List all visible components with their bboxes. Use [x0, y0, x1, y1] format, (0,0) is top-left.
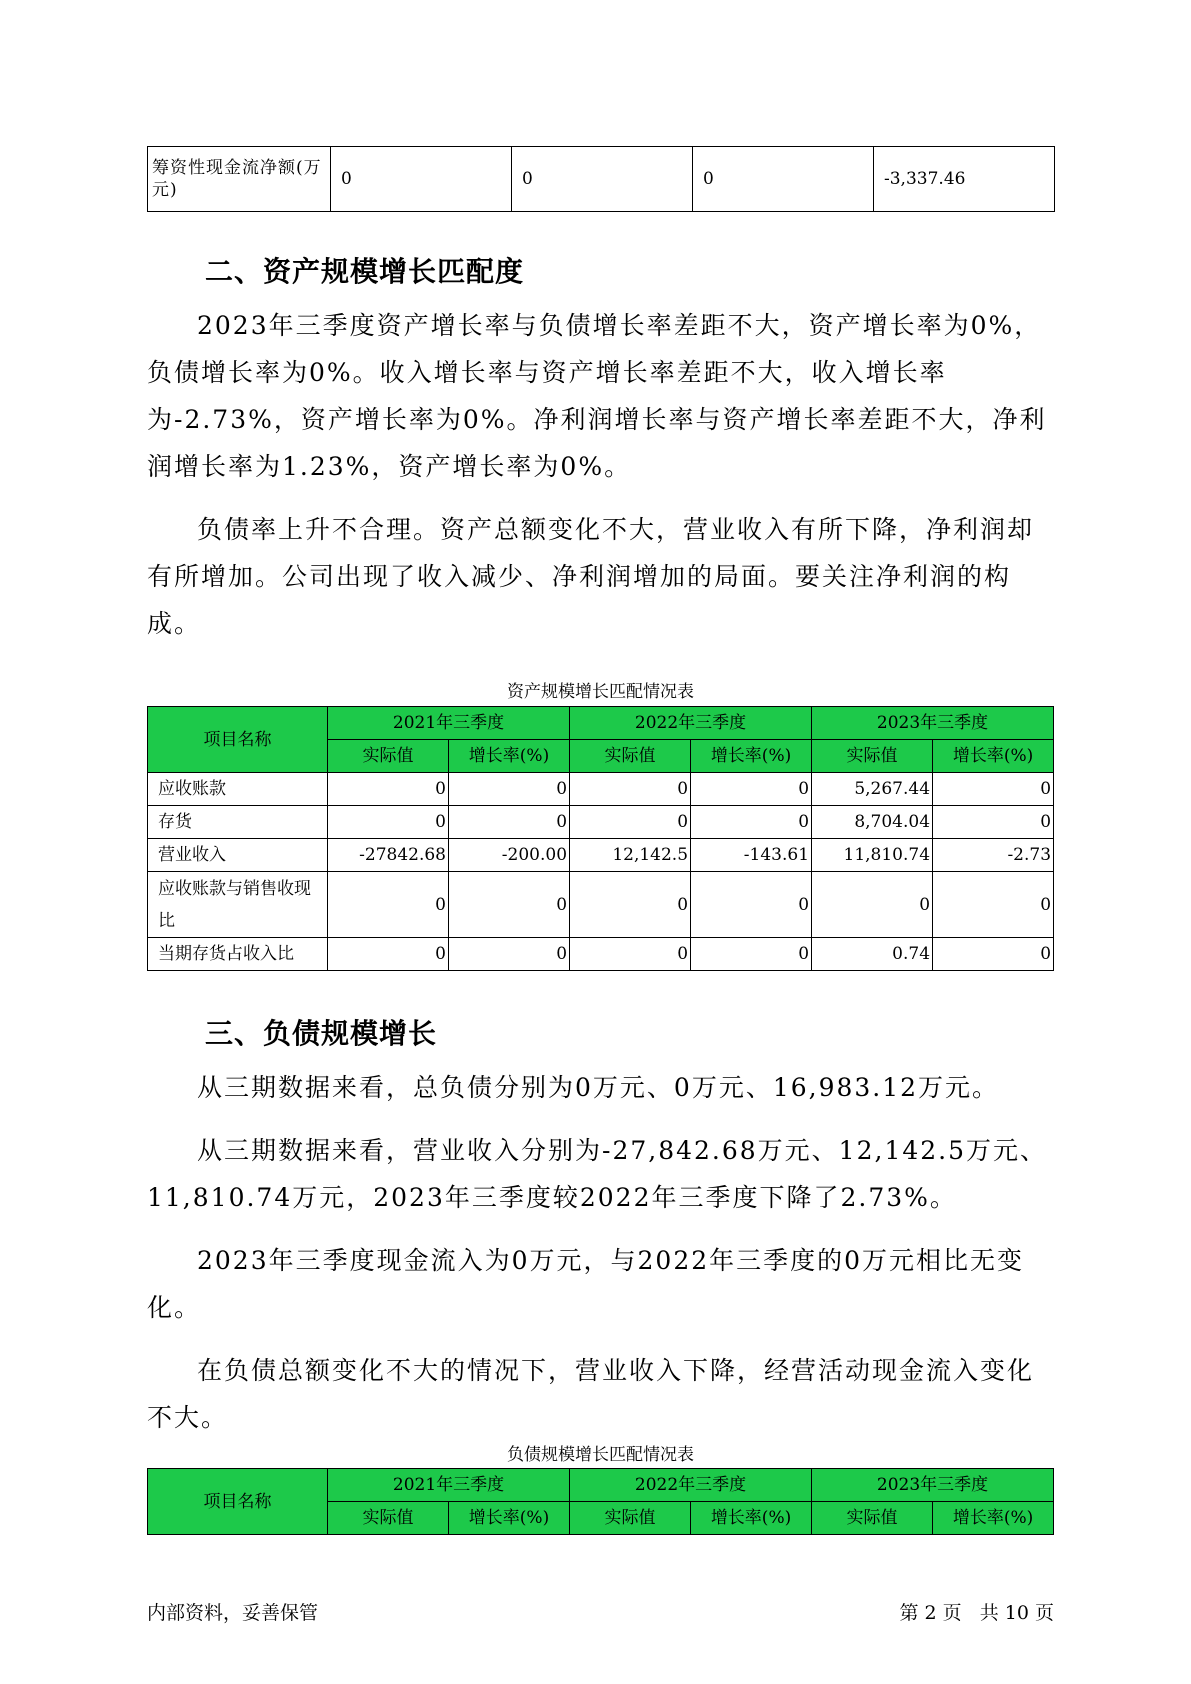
- header-actual: 实际值: [812, 740, 933, 773]
- header-actual: 实际值: [328, 1502, 449, 1535]
- table-row: [148, 839, 1054, 872]
- table-cell: 0: [328, 806, 449, 839]
- header-period: 2022年三季度: [570, 707, 812, 740]
- table-cell: 0: [812, 872, 933, 938]
- section3-body: [147, 1064, 1057, 1441]
- footer-confidential: 内部资料，妥善保管: [147, 1602, 319, 1624]
- table-cell: 0: [933, 872, 1054, 938]
- footer-page-number: 第 2 页 共 10 页: [899, 1602, 1054, 1624]
- table-cell: 0: [693, 147, 874, 212]
- row-label: 应收账款与销售收现比: [148, 872, 328, 938]
- header-actual: 实际值: [328, 740, 449, 773]
- asset-growth-table: [147, 706, 1054, 971]
- section2-paragraph-2: 负债率上升不合理。资产总额变化不大，营业收入有所下降，净利润却有所增加。公司出现了收入减少、净利润增加的局面。要关注净利润的构成。: [147, 515, 1035, 638]
- liability-growth-table: [147, 1468, 1054, 1535]
- header-item-name: 项目名称: [148, 1469, 328, 1535]
- header-growth: 增长率(%): [933, 1502, 1054, 1535]
- table-cell: 12,142.5: [570, 839, 691, 872]
- table-cell: -3,337.46: [874, 147, 1055, 212]
- row-label: 应收账款: [148, 773, 328, 806]
- table-cell: 0: [933, 938, 1054, 971]
- table-cell: 0: [691, 938, 812, 971]
- table-row: [148, 938, 1054, 971]
- table-cell: 0: [449, 806, 570, 839]
- table-cell: 0.74: [812, 938, 933, 971]
- table-row: [148, 806, 1054, 839]
- table-cell: 0: [512, 147, 693, 212]
- table-cell: 11,810.74: [812, 839, 933, 872]
- header-period: 2021年三季度: [328, 707, 570, 740]
- header-growth: 增长率(%): [691, 1502, 812, 1535]
- liability-table-caption: 负债规模增长匹配情况表: [507, 1445, 694, 1465]
- table-cell: 0: [570, 773, 691, 806]
- table-cell: 0: [449, 938, 570, 971]
- header-period: 2023年三季度: [812, 707, 1054, 740]
- table-cell: 0: [691, 773, 812, 806]
- table-row: [148, 773, 1054, 806]
- section2-paragraph-1: 2023年三季度资产增长率与负债增长率差距不大，资产增长率为0%，负债增长率为0%。收入增长率与资产增长率差距不大，收入增长率为-2.73%，资产增长率为0%。净利润增长率与资产增长率差距不大，净利润增长率为1.23%，资产增长率为0%。: [147, 311, 1047, 481]
- table-cell: 0: [691, 872, 812, 938]
- table-cell: 8,704.04: [812, 806, 933, 839]
- financing-cashflow-table: [147, 146, 1055, 212]
- table-cell: -2.73: [933, 839, 1054, 872]
- section2-heading: 二、资产规模增长匹配度: [205, 255, 525, 288]
- table-cell: -143.61: [691, 839, 812, 872]
- header-actual: 实际值: [812, 1502, 933, 1535]
- table-cell: 0: [449, 773, 570, 806]
- table-cell: 0: [331, 147, 512, 212]
- section3-paragraph-3: 2023年三季度现金流入为0万元，与2022年三季度的0万元相比无变化。: [147, 1246, 1025, 1322]
- table-cell: 0: [933, 806, 1054, 839]
- header-period: 2022年三季度: [570, 1469, 812, 1502]
- header-period: 2023年三季度: [812, 1469, 1054, 1502]
- header-actual: 实际值: [570, 740, 691, 773]
- table-cell: 0: [328, 938, 449, 971]
- row-label: 当期存货占收入比: [148, 938, 328, 971]
- header-growth: 增长率(%): [691, 740, 812, 773]
- header-actual: 实际值: [570, 1502, 691, 1535]
- section3-paragraph-4: 在负债总额变化不大的情况下，营业收入下降，经营活动现金流入变化不大。: [147, 1356, 1035, 1432]
- section3-paragraph-2: 从三期数据来看，营业收入分别为-27,842.68万元、12,142.5万元、11,810.74万元，2023年三季度较2022年三季度下降了2.73%。: [147, 1136, 1048, 1212]
- table-cell: 0: [570, 872, 691, 938]
- section2-body: [147, 302, 1057, 647]
- table-cell: 5,267.44: [812, 773, 933, 806]
- table-cell: 0: [328, 773, 449, 806]
- table-cell: 0: [933, 773, 1054, 806]
- table-cell: 0: [449, 872, 570, 938]
- table-row: [148, 872, 1054, 938]
- section3-heading: 三、负债规模增长: [205, 1017, 438, 1050]
- header-growth: 增长率(%): [449, 1502, 570, 1535]
- row-label: 存货: [148, 806, 328, 839]
- asset-table-caption: 资产规模增长匹配情况表: [507, 682, 694, 702]
- table-cell: 0: [570, 806, 691, 839]
- header-growth: 增长率(%): [449, 740, 570, 773]
- row-label: 筹资性现金流净额(万元): [148, 147, 331, 212]
- table-cell: -27842.68: [328, 839, 449, 872]
- table-cell: 0: [691, 806, 812, 839]
- table-cell: 0: [570, 938, 691, 971]
- row-label: 营业收入: [148, 839, 328, 872]
- table-cell: -200.00: [449, 839, 570, 872]
- header-item-name: 项目名称: [148, 707, 328, 773]
- table-cell: 0: [328, 872, 449, 938]
- header-period: 2021年三季度: [328, 1469, 570, 1502]
- section3-paragraph-1: 从三期数据来看，总负债分别为0万元、0万元、16,983.12万元。: [197, 1073, 1000, 1102]
- header-growth: 增长率(%): [933, 740, 1054, 773]
